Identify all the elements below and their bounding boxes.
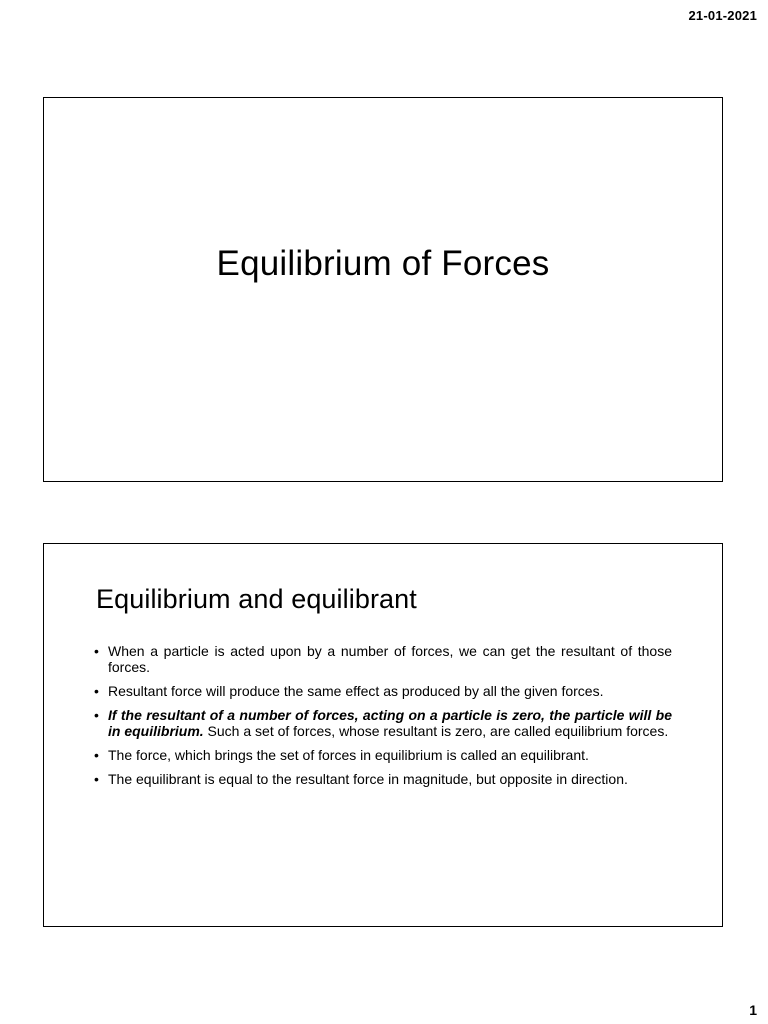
bullet-item — [94, 747, 672, 763]
slide-2-title: Equilibrium and equilibrant — [96, 584, 417, 614]
bullet-icon: • — [94, 707, 99, 723]
bullet-text: The equilibrant is equal to the resultant force in magnitude, but opposite in direction. — [108, 771, 628, 787]
slide-content — [43, 543, 723, 927]
bullet-item — [94, 643, 672, 675]
bullet-emphasis: If the resultant of a number of forces, acting on a particle is zero, the particle will be in equilibrium. — [108, 707, 672, 739]
slide-title — [43, 97, 723, 482]
bullet-icon: • — [94, 643, 99, 659]
bullet-text: Such a set of forces, whose resultant is zero, are called equilibrium forces. — [203, 723, 669, 739]
page-number: 1 — [749, 1002, 757, 1018]
bullet-item — [94, 683, 672, 699]
bullet-text: When a particle is acted upon by a number of forces, we can get the resultant of those forces. — [108, 643, 672, 675]
bullet-item — [94, 707, 672, 739]
bullet-icon: • — [94, 747, 99, 763]
bullet-text: Resultant force will produce the same effect as produced by all the given forces. — [108, 683, 604, 699]
slide-1-title: Equilibrium of Forces — [216, 244, 550, 283]
bullet-icon: • — [94, 683, 99, 699]
bullet-icon: • — [94, 771, 99, 787]
bullet-item — [94, 771, 672, 787]
bullet-list — [94, 643, 672, 795]
header-date: 21-01-2021 — [688, 8, 757, 23]
bullet-text: The force, which brings the set of forces in equilibrium is called an equilibrant. — [108, 747, 589, 763]
